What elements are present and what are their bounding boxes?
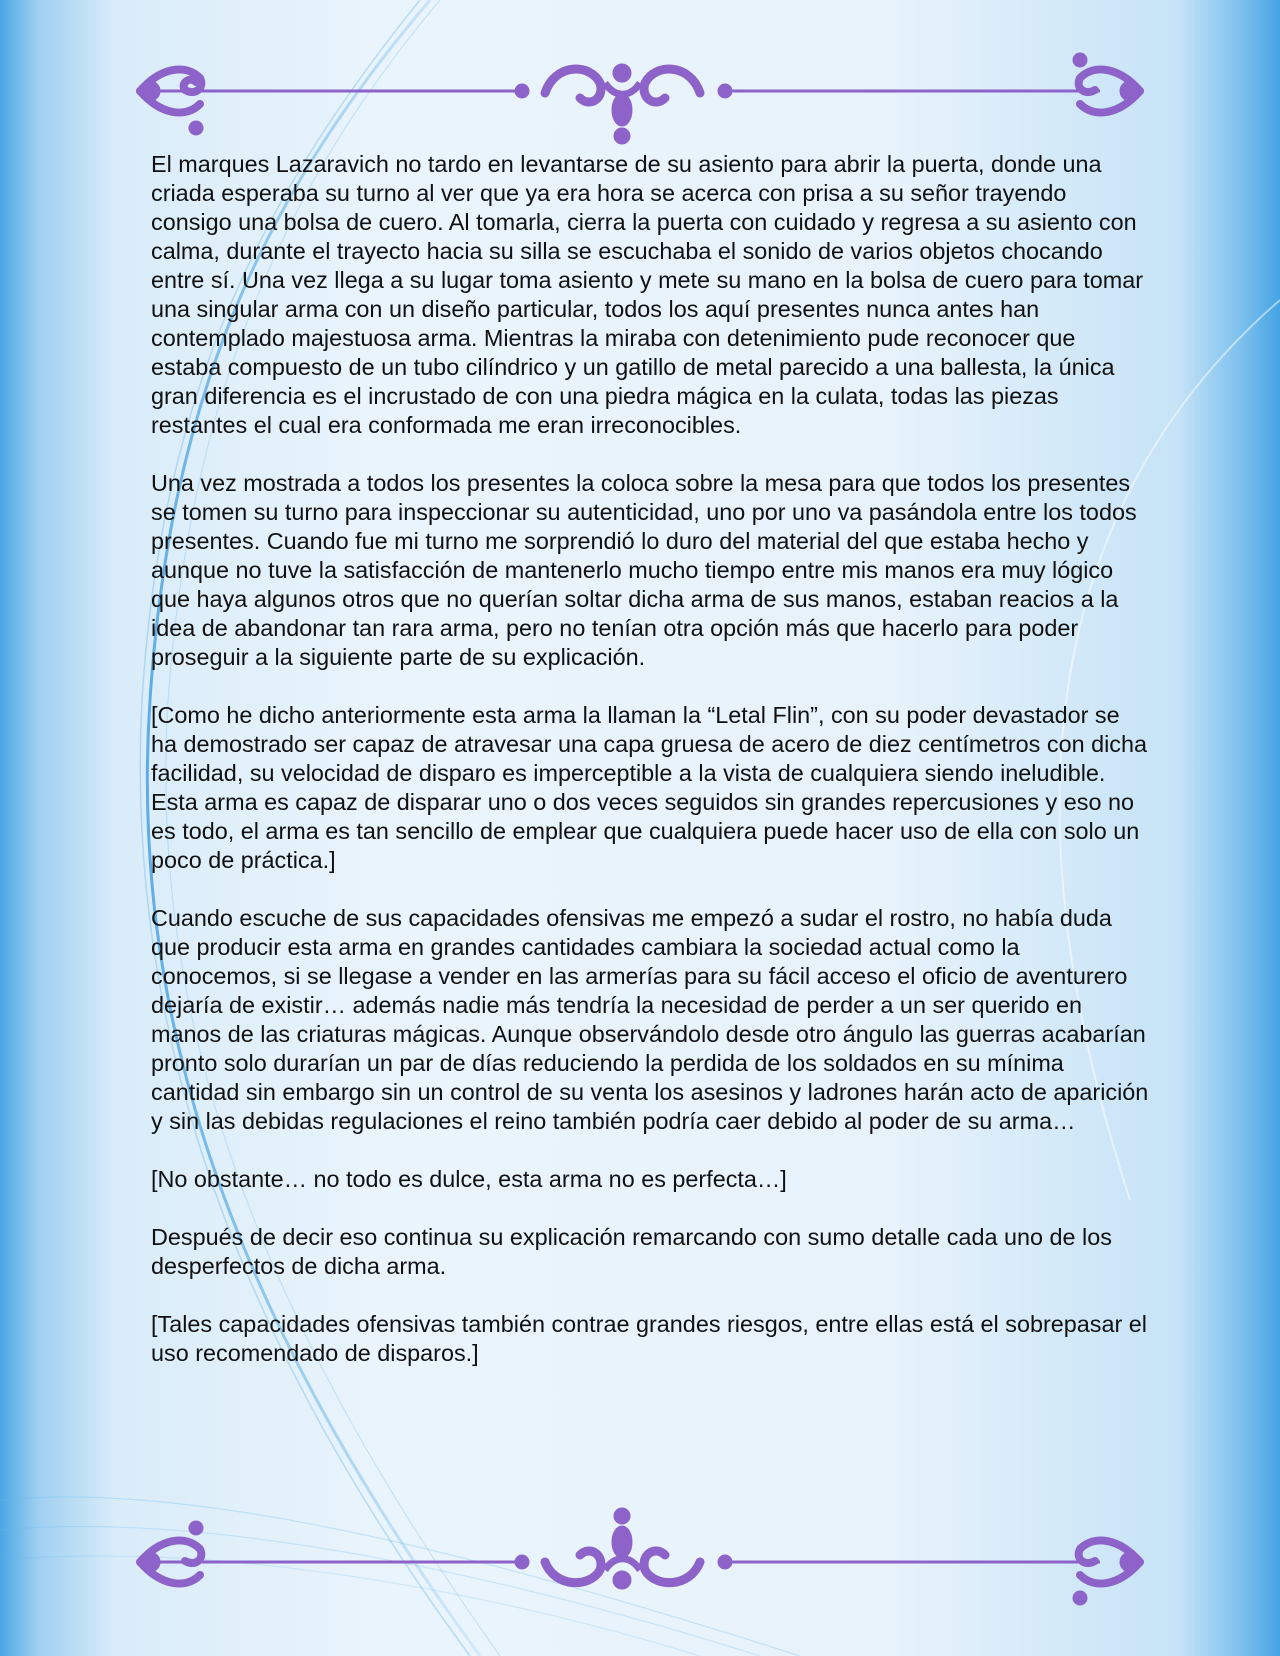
paragraph: Cuando escuche de sus capacidades ofensivas me empezó a sudar el rostro, no había duda que producir esta arma en grandes cantidades cambiara la sociedad actual como la conocemos, si se llegase a vender en las armerías para su fácil acceso el oficio de aventurero dejaría de existir… además nadie más tendría la necesidad de perder a un ser querido en manos de las criaturas mágicas. Aunque observándolo desde otro ángulo las guerras acabarían pronto solo durarían un par de días reduciendo la perdida de los soldados en su mínima cantidad sin embargo sin un control de su venta los asesinos y ladrones harán acto de aparición y sin las debidas regulaciones el reino también podría caer debido al poder de su arma… (151, 905, 1149, 1134)
paragraph: [Tales capacidades ofensivas también contrae grandes riesgos, entre ellas está el sobrepasar el uso recomendado de disparos.] (151, 1311, 1147, 1366)
paragraph: El marques Lazaravich no tardo en levantarse de su asiento para abrir la puerta, donde una criada esperaba su turno al ver que ya era hora se acerca con prisa a su señor trayendo consigo una bolsa de cuero. Al tomarla, cierra la puerta con cuidado y regresa a su asiento con calma, durante el trayecto hacia su silla se escuchaba el sonido de varios objetos chocando entre sí. Una vez llega a su lugar toma asiento y mete su mano en la bolsa de cuero para tomar una singular arma con un diseño particular, todos los aquí presentes nunca antes han contemplado majestuosa arma. Mientras la miraba con detenimiento pude reconocer que estaba compuesto de un tubo cilíndrico y un gatillo de metal parecido a una ballesta, la única gran diferencia es el incrustado de con una piedra mágica en la culata, todas las piezas restantes el cual era conformada me eran irreconocibles. (151, 151, 1144, 438)
paragraph: [No obstante… no todo es dulce, esta arma no es perfecta…] (151, 1166, 787, 1192)
paragraph: Después de decir eso continua su explicación remarcando con sumo detalle cada uno de los desperfectos de dicha arma. (151, 1224, 1112, 1279)
paragraph: [Como he dicho anteriormente esta arma la llaman la “Letal Flin”, con su poder devastador se ha demostrado ser capaz de atravesar una capa gruesa de acero de diez centímetros con dicha facilidad, su velocidad de disparo es imperceptible a la vista de cualquiera siendo ineludible. Esta arma es capaz de disparar uno o dos veces seguidos sin grandes repercusiones y eso no es todo, el arma es tan sencillo de emplear que cualquiera puede hacer uso de ella con solo un poco de práctica.] (151, 702, 1147, 873)
story-text (151, 150, 1151, 1397)
paragraph: Una vez mostrada a todos los presentes la coloca sobre la mesa para que todos los presentes se tomen su turno para inspeccionar su autenticidad, uno por uno va pasándola entre los todos presentes. Cuando fue mi turno me sorprendió lo duro del material del que estaba hecho y aunque no tuve la satisfacción de mantenerlo mucho tiempo entre mis manos era muy lógico que haya algunos otros que no querían soltar dicha arma de sus manos, estaban reacios a la idea de abandonar tan rara arma, pero no tenían otra opción más que hacerlo para poder proseguir a la siguiente parte de su explicación. (151, 470, 1137, 670)
ornament-bottom (0, 1500, 1280, 1610)
ornament-top (0, 38, 1280, 148)
